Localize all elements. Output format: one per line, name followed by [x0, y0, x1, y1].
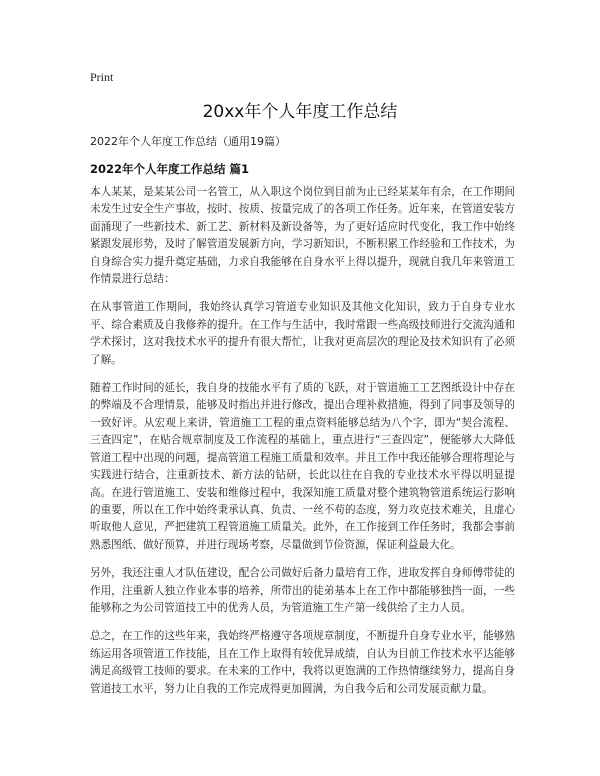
paragraph-5: 总之，在工作的这些年来，我始终严格遵守各项规章制度，不断提升自身专业水平，能够熟练运用各项管道工作技能，且在工作上取得有较优异成绩，自认为目前工作技术水平达能够满足高级管工技师的要求。在未来的工作中，我将以更饱满的工作热情继续努力，提高自身管道技工水平，努力让自我的工作完成得更加圆满，为自我今后和公司发展贡献力量。 — [90, 630, 515, 695]
paragraph-4: 另外，我还注重人才队伍建设，配合公司做好后备力量培育工作，进取发挥自身师傅带徒的作用，注重新人独立作业本事的培养，所带出的徒弟基本上在工作中都能够独挡一面，一些能够称之为公司管道技工中的优秀人员，为管道施工生产第一线供给了主力人员。 — [90, 567, 515, 614]
print-label: Print — [90, 70, 114, 84]
paragraph-2: 在从事管道工作期间，我始终认真学习管道专业知识及其他文化知识，致力于自身专业水平、综合素质及自我修养的提升。在工作与生活中，我时常跟一些高级技师进行交流沟通和学术探讨，这对我技术水平的提升有很大帮忙，让我对更高层次的理论及技术知识有了必须了解。 — [90, 301, 515, 366]
paragraph-1: 本人某某，是某某公司一名管工，从入职这个岗位到目前为止已经某某年有余，在工作期间未发生过安全生产事故，按时、按质、按量完成了的各项工作任务。近年来，在管道安装方面涌现了一些新技术、新工艺、新材料及新设备等，为了更好适应时代变化，我工作中始终紧跟发展形势，及时了解管道发展新方向，学习新知识，不断积累工作经验和工作技术，为自身综合实力提升奠定基础，力求自我能够在自身水平上得以提升，现就自我几年来管道工作情景进行总结： — [90, 186, 515, 286]
document-subtitle: 2022年个人年度工作总结（通用19篇） — [90, 135, 286, 148]
document-title: 20xx年个人年度工作总结 — [202, 102, 398, 122]
document-body — [90, 184, 515, 709]
section-heading: 2022年个人年度工作总结 篇1 — [90, 162, 250, 176]
paragraph-3: 随着工作时间的延长，我自身的技能水平有了质的飞跃，对于管道施工工艺图纸设计中存在的弊端及不合理情景，能够及时指出并进行修改，提出合理补救措施，得到了同事及领导的一致好评。从宏观上来讲，管道施工工程的重点资料能够总结为八个字，即为“契合流程、三查四定”，在贴合规章制度及工作流程的基础上，重点进行“三查四定”，便能够大大降低管道工程中出现的问题，提高管道工程施工质量和效率。并且工作中我还能够合理将理论与实践进行结合，注重新技术、新方法的钻研，长此以往在自我的专业技术水平得以明显提高。在进行管道施工、安装和维修过程中，我深知施工质量对整个建筑物管道系统运行影响的重要，所以在工作中始终秉承认真、负责、一丝不苟的态度，努力攻克技术难关，且虚心听取他人意见，严把建筑工程管道施工质量关。此外，在工作接到工作任务时，我都会事前熟悉图纸、做好预算，并进行现场考察，尽量做到节俭资源，保证利益最大化。 — [90, 382, 515, 551]
